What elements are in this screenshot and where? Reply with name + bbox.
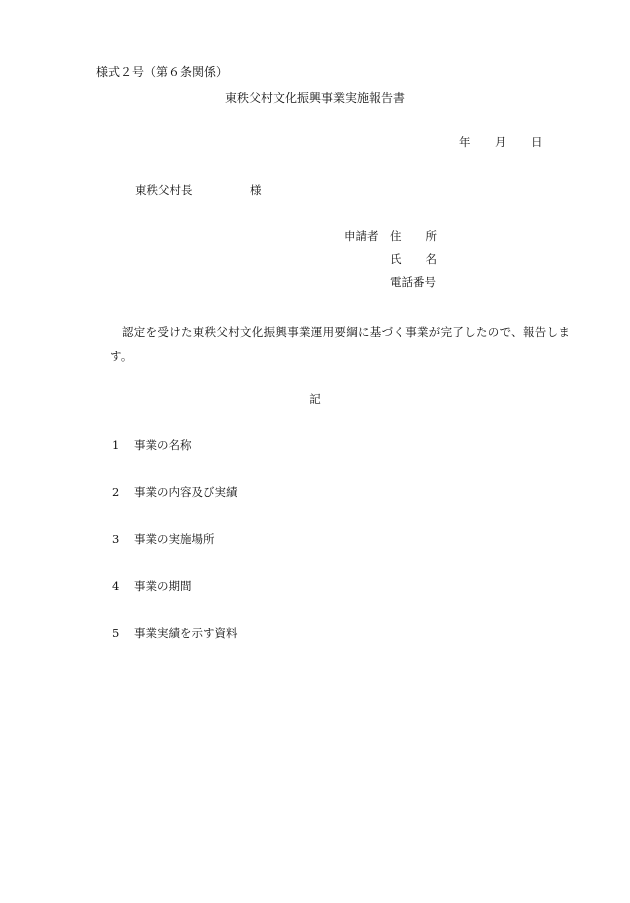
document-title: 東秩父村文化振興事業実施報告書 bbox=[224, 91, 405, 105]
form-number: 様式２号（第６条関係） bbox=[96, 65, 229, 79]
item-number: 2 bbox=[112, 485, 120, 499]
item-number: 4 bbox=[112, 579, 120, 593]
addressee-honorific: 様 bbox=[250, 183, 262, 197]
item-label: 事業の期間 bbox=[134, 579, 192, 593]
item-label: 事業実績を示す資料 bbox=[134, 626, 238, 640]
list-item bbox=[112, 628, 238, 640]
list-item bbox=[112, 487, 238, 499]
name-char-2: 名 bbox=[425, 252, 437, 266]
address-char-2: 所 bbox=[425, 229, 437, 243]
addressee-name: 東秩父村長 bbox=[135, 183, 193, 197]
item-label: 事業の実施場所 bbox=[134, 532, 215, 546]
date-day-label: 日 bbox=[531, 135, 543, 149]
report-body-text: 認定を受けた東秩父村文化振興事業運用要綱に基づく事業が完了したので、報告します。 bbox=[110, 325, 571, 363]
name-field-label bbox=[390, 254, 437, 266]
date-month-label: 月 bbox=[495, 135, 507, 149]
date-year-label: 年 bbox=[459, 135, 471, 149]
list-item bbox=[112, 440, 192, 452]
list-item bbox=[112, 581, 192, 593]
item-number: 1 bbox=[112, 438, 120, 452]
phone-field-label: 電話番号 bbox=[390, 275, 436, 289]
list-item bbox=[112, 534, 215, 546]
applicant-label: 申請者 bbox=[344, 229, 379, 243]
item-number: 5 bbox=[112, 626, 120, 640]
item-label: 事業の名称 bbox=[134, 438, 192, 452]
name-char-1: 氏 bbox=[390, 252, 402, 266]
item-label: 事業の内容及び実績 bbox=[134, 485, 238, 499]
address-field-label bbox=[390, 231, 437, 243]
item-number: 3 bbox=[112, 532, 120, 546]
address-char-1: 住 bbox=[390, 229, 402, 243]
ki-heading: 記 bbox=[309, 392, 321, 406]
